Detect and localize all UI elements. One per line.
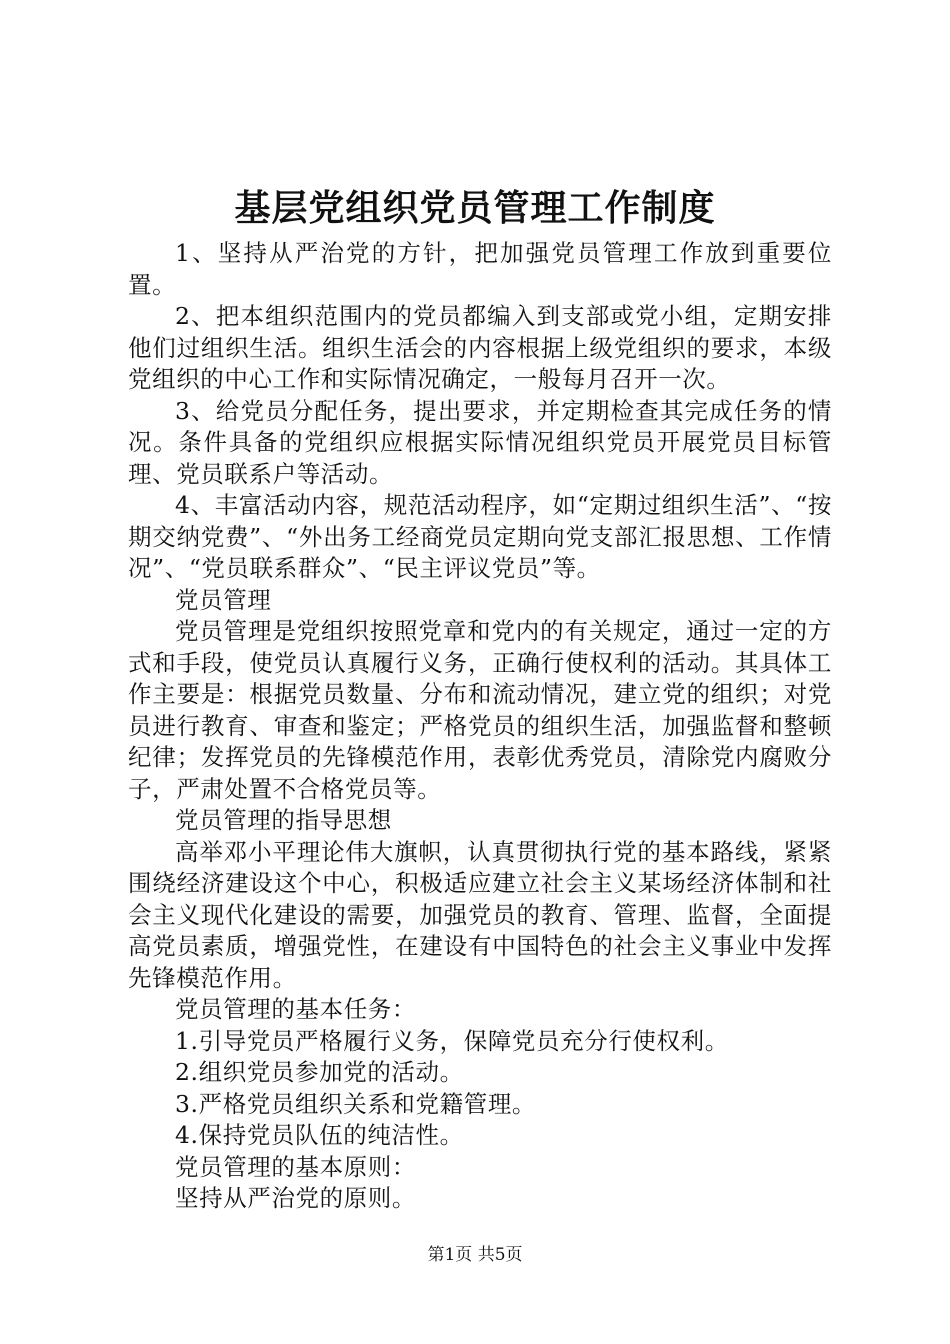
paragraph: 3、给党员分配任务，提出要求，并定期检查其完成任务的情况。条件具备的党组织应根据实际情况组织党员开展党员目标管理、党员联系户等活动。 — [128, 396, 832, 488]
section-heading: 党员管理的基本原则： — [175, 1152, 416, 1181]
document-body — [128, 238, 832, 1215]
paragraph: 2、把本组织范围内的党员都编入到支部或党小组，定期安排他们过组织生活。组织生活会的内容根据上级党组织的要求，本级党组织的中心工作和实际情况确定，一般每月召开一次。 — [128, 302, 832, 393]
list-item: 1.引导党员严格履行义务，保障党员充分行使权利。 — [175, 1026, 729, 1055]
paragraph: 党员管理是党组织按照党章和党内的有关规定，通过一定的方式和手段，使党员认真履行义务，正确行使权利的活动。其具体工作主要是：根据党员数量、分布和流动情况，建立党的组织；对党员进行教育、审查和鉴定；严格党员的组织生活，加强监督和整顿纪律；发挥党员的先锋模范作用，表彰优秀党员，清除党内腐败分子，严肃处置不合格党员等。 — [128, 617, 832, 803]
paragraph: 坚持从严治党的原则。 — [175, 1184, 416, 1212]
section-heading: 党员管理的基本任务： — [175, 995, 416, 1023]
list-item: 4.保持党员队伍的纯洁性。 — [175, 1121, 464, 1149]
list-item: 2.组织党员参加党的活动。 — [175, 1058, 464, 1086]
section-heading: 党员管理的指导思想 — [175, 806, 392, 834]
paragraph: 高举邓小平理论伟大旗帜，认真贯彻执行党的基本路线，紧紧围绕经济建设这个中心，积极适应建立社会主义某场经济体制和社会主义现代化建设的需要，加强党员的教育、管理、监督，全面提高党员素质，增强党性，在建设有中国特色的社会主义事业中发挥先锋模范作用。 — [128, 837, 832, 992]
paragraph: 4、丰富活动内容，规范活动程序，如“定期过组织生活”、“按期交纳党费”、“外出务工经商党员定期向党支部汇报思想、工作情况”、“党员联系群众”、“民主评议党员”等。 — [128, 491, 832, 582]
page-number-footer: 第1页 共5页 — [427, 1245, 523, 1265]
list-item: 3.严格党员组织关系和党籍管理。 — [175, 1089, 537, 1118]
section-heading: 党员管理 — [175, 585, 272, 614]
paragraph: 1、坚持从严治党的方针，把加强党员管理工作放到重要位置。 — [128, 239, 832, 299]
document-title: 基层党组织党员管理工作制度 — [234, 187, 716, 229]
